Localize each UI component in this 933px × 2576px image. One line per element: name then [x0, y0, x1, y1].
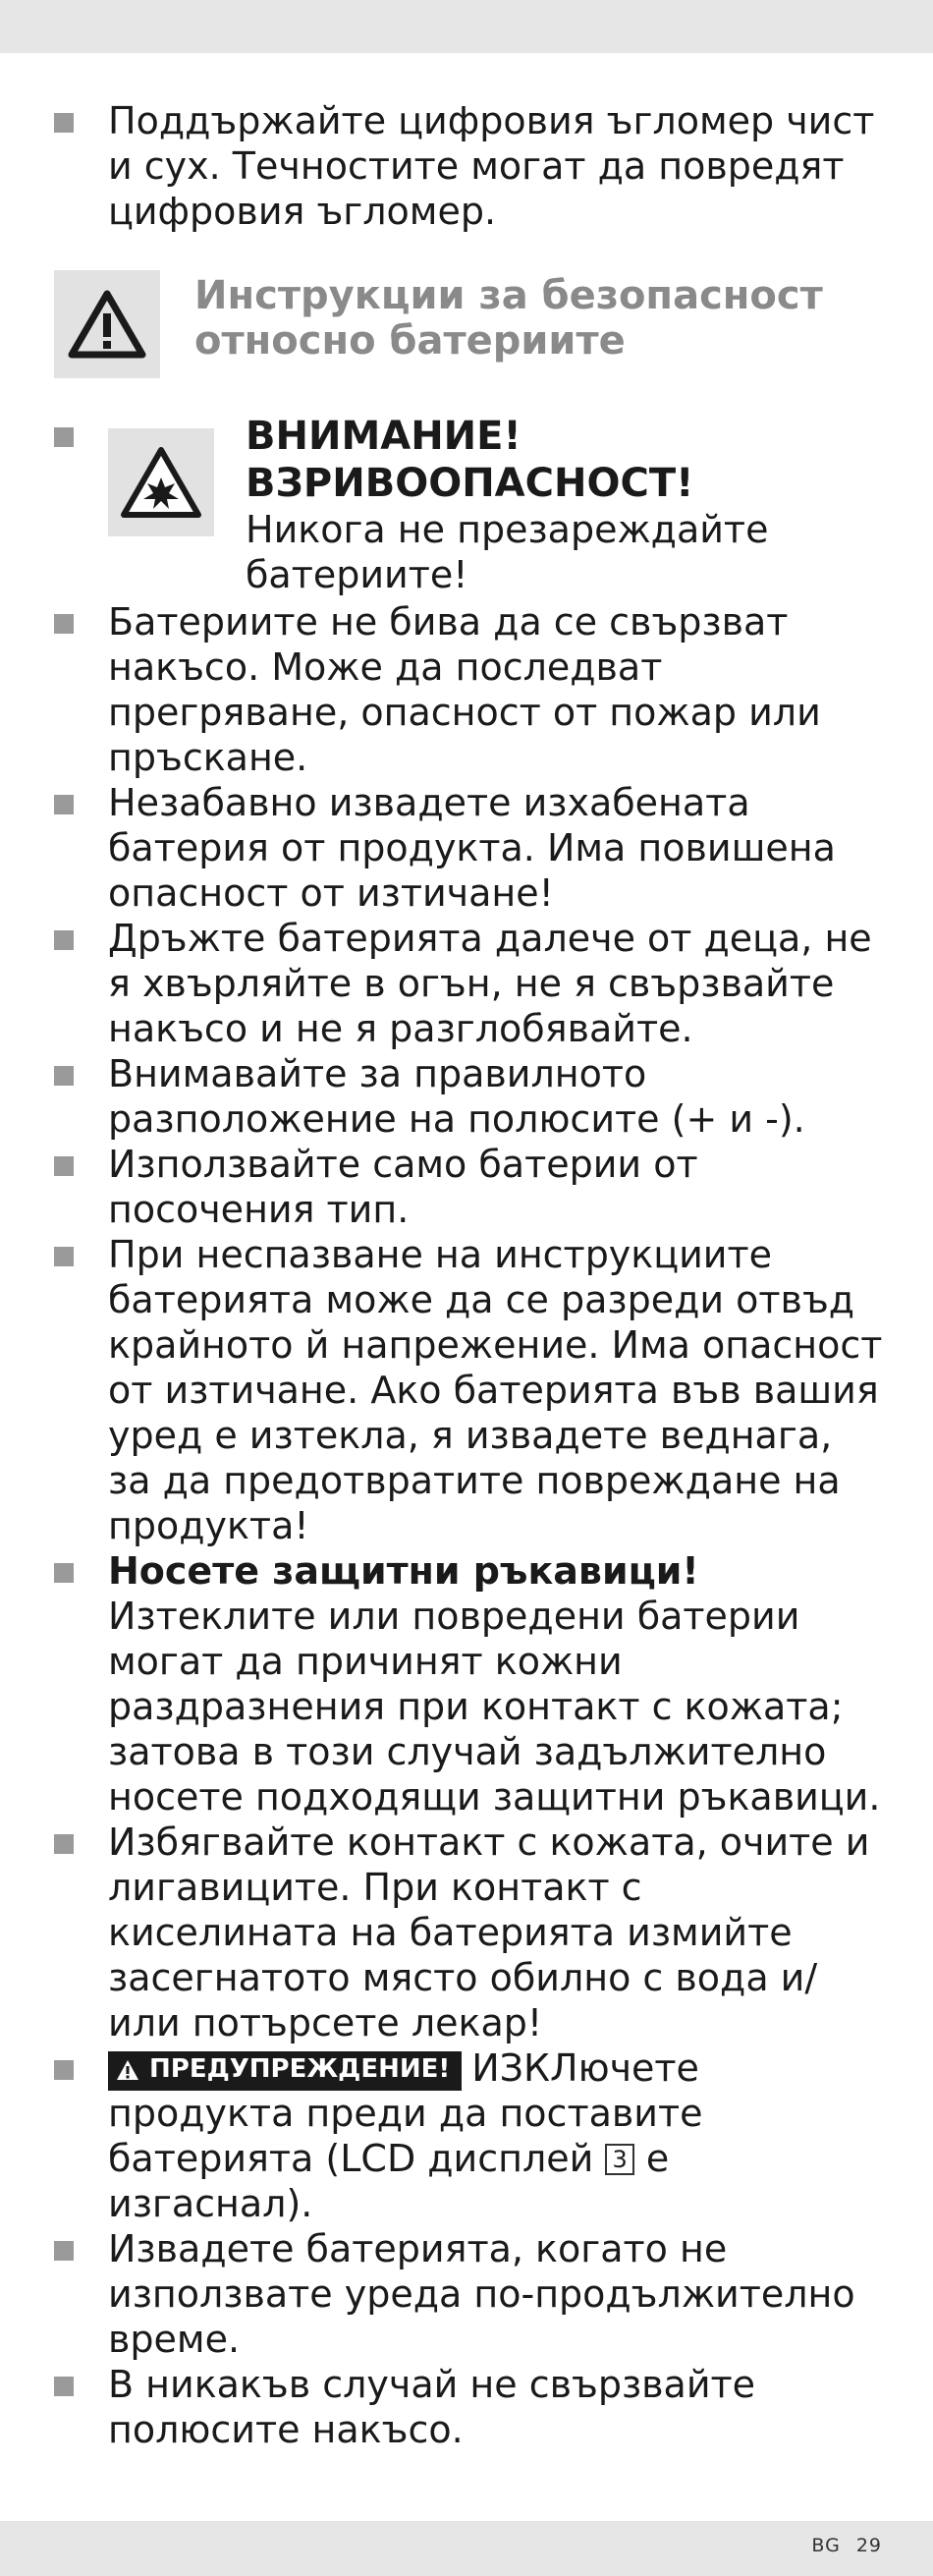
section-title: Инструкции за безопасност относно батериите: [194, 273, 823, 364]
warning-triangle-icon: [54, 270, 160, 378]
top-band: [0, 0, 933, 53]
list-item: [54, 98, 884, 234]
list-item: [54, 599, 884, 780]
warning-badge-label: ПРЕДУПРЕЖДЕНИЕ!: [149, 2054, 451, 2084]
list-item: [54, 1820, 884, 2045]
list-item: [54, 2045, 884, 2226]
item-text: Използвайте само батерии от посочения тип.: [108, 1143, 698, 1231]
bullet-square-icon: [54, 930, 74, 950]
section-icon-box: [54, 270, 160, 378]
list-item: [54, 1232, 884, 1548]
item-text: При неспазване на инструкциите батерията може да се разреди отвъд крайното й напрежение. Има опасност от изтичане. Ако батерията във вашия уред е изтекла, я извадете веднага, за да предотвратите повреждане на продукта!: [108, 1233, 883, 1547]
bullet-square-icon: [54, 2060, 74, 2080]
item-text: Внимавайте за правилното разположение на полюсите (+ и -).: [108, 1052, 805, 1141]
list-item: [54, 1051, 884, 1142]
warning-title: ВЗРИВООПАСНОСТ!: [246, 461, 694, 506]
list-item: [54, 2226, 884, 2362]
warning-triangle-icon: [116, 2059, 139, 2081]
item-text: Извадете батерията, когато не използвате уреда по-продължително време.: [108, 2227, 855, 2361]
list-item: [54, 1548, 884, 1820]
figure-reference: 3: [605, 2144, 633, 2175]
item-text: В никакъв случай не свързвайте полюсите накъсо.: [108, 2363, 756, 2451]
bullet-square-icon: [54, 1834, 74, 1854]
explosion-warning-icon: [108, 428, 214, 536]
warning-title: ВНИМАНИЕ!: [246, 414, 521, 459]
warning-text: ИЗКЛючете продукта преди да поставите батерията (LCD дисплей: [108, 2046, 703, 2180]
bullet-square-icon: [54, 1563, 74, 1583]
page-footer: [811, 2535, 882, 2556]
item-text: Незабавно извадете изхабената батерия от продукта. Има повишена опасност от изтичане!: [108, 781, 836, 915]
bullet-square-icon: [54, 614, 74, 634]
page-number: 29: [855, 2535, 882, 2556]
warning-body: Никога не презареждайте батериите!: [246, 508, 769, 596]
explosion-icon-box: [108, 428, 214, 536]
gloves-title: Носете защитни ръкавици!: [108, 1549, 699, 1593]
footer-language: BG: [811, 2535, 841, 2556]
list-item: [54, 2362, 884, 2452]
bullet-square-icon: [54, 427, 74, 447]
bullet-square-icon: [54, 1247, 74, 1266]
list-item: [54, 1142, 884, 1232]
bullet-square-icon: [54, 113, 74, 133]
gloves-body: Изтеклите или повредени батерии могат да причинят кожни раздразнения при контакт с кожата; затова в този случай задължително носете подходящи защитни ръкавици.: [108, 1595, 881, 1819]
bullet-square-icon: [54, 2241, 74, 2261]
item-text: Избягвайте контакт с кожата, очите и лигавиците. При контакт с киселината на батерията измийте засегнатото място обилно с вода и/или потърсете лекар!: [108, 1820, 870, 2044]
warning-badge: [108, 2051, 462, 2091]
bullet-square-icon: [54, 795, 74, 814]
bullet-square-icon: [54, 2377, 74, 2396]
bullet-square-icon: [54, 1156, 74, 1176]
list-item: [54, 780, 884, 916]
explosion-warning: [246, 413, 874, 597]
bottom-band: [0, 2521, 933, 2576]
list-item: [54, 916, 884, 1051]
warning-text-end: е изгаснал).: [108, 2137, 670, 2225]
item-text: Дръжте батерията далече от деца, не я хвърляйте в огън, не я свързвайте накъсо и не я разглобявайте.: [108, 917, 872, 1050]
item-text: [108, 2045, 884, 2226]
bullet-square-icon: [54, 1066, 74, 1086]
item-text: Батериите не бива да се свързват накъсо. Може да последват прегряване, опасност от пожар или пръскане.: [108, 600, 821, 779]
item-text: Поддържайте цифровия ъгломер чист и сух. Течностите могат да повредят цифровия ъгломер.: [108, 99, 875, 233]
